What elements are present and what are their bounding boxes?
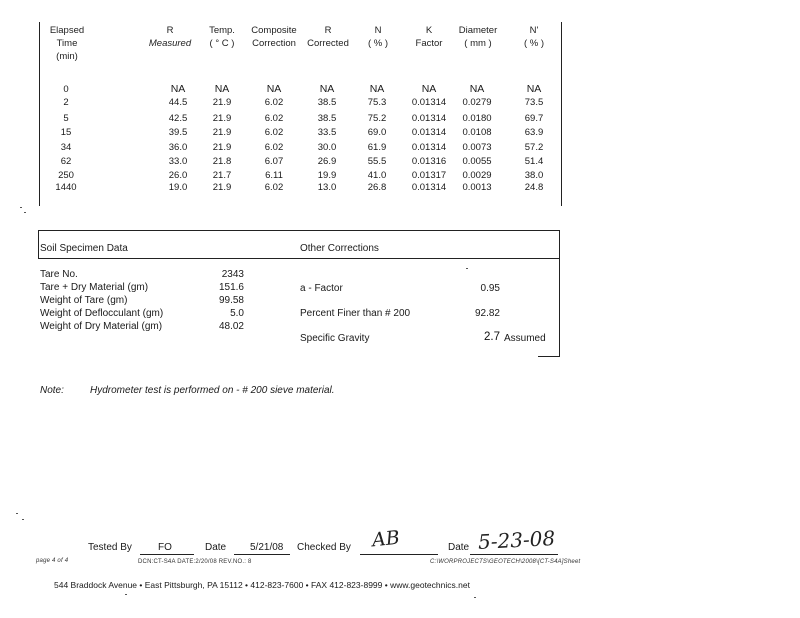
col-header-r-measured xyxy=(140,24,200,50)
col-header-line: Corrected xyxy=(307,38,349,49)
table-cell: 21.9 xyxy=(212,182,232,193)
specific-gravity-note: Assumed xyxy=(504,333,546,344)
weight-of-tare-label: Weight of Tare (gm) xyxy=(40,295,128,306)
specific-gravity-label: Specific Gravity xyxy=(300,333,370,344)
specimen-box-left-border xyxy=(38,230,39,259)
col-header-n-prime xyxy=(510,24,558,50)
col-header-line: ( % ) xyxy=(523,38,545,49)
table-cell: 13.0 xyxy=(317,182,337,193)
table-cell: 24.8 xyxy=(524,182,544,193)
table-cell: 0.01314 xyxy=(411,142,447,153)
table-cell: 0.0180 xyxy=(462,113,492,124)
date2-underline xyxy=(470,554,558,555)
col-header-elapsed-time xyxy=(40,24,94,63)
table-cell: 36.0 xyxy=(168,142,188,153)
table-cell: 41.0 xyxy=(367,170,387,181)
table-cell: 0.01314 xyxy=(411,182,447,193)
table-cell: 26.8 xyxy=(367,182,387,193)
tested-by-underline xyxy=(140,554,194,555)
col-header-k-factor xyxy=(402,24,456,50)
tare-no-label: Tare No. xyxy=(40,269,78,280)
table-cell: 0.01317 xyxy=(411,170,447,181)
table-cell: NA xyxy=(526,83,542,95)
scan-speck xyxy=(22,519,24,520)
table-cell: 1440 xyxy=(55,182,77,193)
table-cell: 63.9 xyxy=(524,127,544,138)
col-header-line: N xyxy=(374,25,382,36)
col-header-line: R xyxy=(324,25,332,36)
table-cell: 44.5 xyxy=(168,97,188,108)
scan-speck xyxy=(466,268,468,269)
checked-by-initials: AB xyxy=(370,526,401,552)
table-cell: 75.3 xyxy=(367,97,387,108)
col-header-line: Correction xyxy=(252,38,296,49)
table-cell: 42.5 xyxy=(168,113,188,124)
footer-address: 544 Braddock Avenue • East Pittsburgh, PA 15112 • 412-823-7600 • FAX 412-823-8999 • www.geotechnics.net xyxy=(54,580,470,590)
scan-speck xyxy=(125,594,127,595)
weight-of-deflocculant-label: Weight of Deflocculant (gm) xyxy=(40,308,164,319)
table-cell: 55.5 xyxy=(367,156,387,167)
table-cell: 30.0 xyxy=(317,142,337,153)
specimen-box-bottom-border xyxy=(538,356,560,357)
col-header-line: K xyxy=(425,25,433,36)
col-header-n-percent xyxy=(354,24,402,50)
table-cell: 33.5 xyxy=(317,127,337,138)
table-cell: 6.02 xyxy=(264,127,284,138)
table-cell: 38.5 xyxy=(317,97,337,108)
col-header-line: R xyxy=(166,25,174,36)
table-cell: 21.7 xyxy=(212,170,232,181)
table-cell: 6.02 xyxy=(264,97,284,108)
checked-by-underline xyxy=(360,554,438,555)
footer-file-path: C:\WORPROJECTS\GEOTECH\2008\[CT-S4A]Sheet xyxy=(430,559,581,565)
table-cell: 21.9 xyxy=(212,127,232,138)
tare-dry-material-value: 151.6 xyxy=(218,282,244,293)
col-header-line: Composite xyxy=(251,25,297,36)
table-cell: 0.0055 xyxy=(462,156,492,167)
table-cell: 75.2 xyxy=(367,113,387,124)
weight-of-deflocculant-value: 5.0 xyxy=(230,308,244,319)
table-cell: 0 xyxy=(63,84,69,95)
col-header-r-corrected xyxy=(298,24,358,50)
col-header-diameter xyxy=(450,24,506,50)
table-cell: 38.5 xyxy=(317,113,337,124)
tare-no-value: 2343 xyxy=(221,269,244,280)
table-cell: 0.0279 xyxy=(462,97,492,108)
scan-speck xyxy=(474,597,476,598)
table-cell: 0.0073 xyxy=(462,142,492,153)
date1-label: Date xyxy=(205,542,227,553)
table-cell: 0.01316 xyxy=(411,156,447,167)
table-cell: 73.5 xyxy=(524,97,544,108)
tested-by-value: FO xyxy=(158,542,172,553)
table-cell: 69.7 xyxy=(524,113,544,124)
col-header-line: ( mm ) xyxy=(464,38,492,49)
table-cell: NA xyxy=(319,83,335,95)
table-cell: 6.11 xyxy=(265,170,283,181)
table-cell: 69.0 xyxy=(367,127,387,138)
table-cell: 250 xyxy=(58,170,74,181)
tested-by-label: Tested By xyxy=(88,542,132,553)
col-header-line: ( ° C ) xyxy=(209,38,235,49)
table-cell: 26.0 xyxy=(168,170,188,181)
date2-value: 5-23-08 xyxy=(477,525,556,555)
table-cell: 6.02 xyxy=(264,113,284,124)
table-cell: 57.2 xyxy=(524,142,544,153)
col-header-line: Time xyxy=(56,38,78,49)
table-cell: 21.9 xyxy=(212,142,232,153)
table-cell: NA xyxy=(421,83,437,95)
scan-speck xyxy=(16,513,18,514)
table-cell: 39.5 xyxy=(168,127,188,138)
percent-finer-value: 92.82 xyxy=(474,308,500,319)
weight-of-tare-value: 99.58 xyxy=(218,295,244,306)
table-cell: 2 xyxy=(63,97,69,108)
a-factor-value: 0.95 xyxy=(480,283,500,294)
table-cell: 6.02 xyxy=(264,182,284,193)
table-cell: NA xyxy=(214,83,230,95)
table-cell: 6.07 xyxy=(264,156,284,167)
table-cell: 19.9 xyxy=(317,170,337,181)
col-header-line: N' xyxy=(529,25,539,36)
table-cell: 21.9 xyxy=(212,97,232,108)
date1-value: 5/21/08 xyxy=(250,542,284,553)
note-label: Note: xyxy=(40,385,64,396)
table-cell: 0.01314 xyxy=(411,127,447,138)
table-cell: 0.01314 xyxy=(411,97,447,108)
table-cell: 21.8 xyxy=(212,156,232,167)
col-header-line: (min) xyxy=(56,51,78,62)
specimen-title: Soil Specimen Data xyxy=(40,243,128,254)
table-cell: 0.01314 xyxy=(411,113,447,124)
weight-of-dry-material-label: Weight of Dry Material (gm) xyxy=(40,321,163,332)
col-header-line: ( % ) xyxy=(367,38,389,49)
table-cell: 26.9 xyxy=(317,156,337,167)
col-header-line: Elapsed xyxy=(49,25,85,36)
table-cell: 38.0 xyxy=(524,170,544,181)
scan-speck xyxy=(20,207,22,208)
footer-page-number: page 4 of 4 xyxy=(36,558,69,564)
specimen-box-top-border xyxy=(38,230,560,231)
tare-dry-material-label: Tare + Dry Material (gm) xyxy=(40,282,149,293)
table-cell: 19.0 xyxy=(168,182,188,193)
corrections-title: Other Corrections xyxy=(300,243,379,254)
col-header-line: Measured xyxy=(148,38,192,49)
col-header-line: Temp. xyxy=(209,25,235,36)
table-cell: 61.9 xyxy=(367,142,387,153)
col-header-line: Factor xyxy=(415,38,443,49)
results-table-right-border xyxy=(561,22,562,206)
col-header-composite-correction xyxy=(244,24,304,50)
table-cell: 21.9 xyxy=(212,113,232,124)
table-cell: NA xyxy=(266,83,282,95)
table-cell: 5 xyxy=(63,113,69,124)
table-cell: 33.0 xyxy=(168,156,188,167)
table-cell: NA xyxy=(469,83,485,95)
footer-doc-number: DCN:CT-S4A DATE:2/20/08 REV.NO.: 8 xyxy=(138,559,252,565)
specimen-box-right-border xyxy=(559,230,560,357)
table-cell: 34 xyxy=(60,142,72,153)
col-header-temp xyxy=(196,24,248,50)
table-cell: NA xyxy=(170,83,186,95)
note-text: Hydrometer test is performed on - # 200 sieve material. xyxy=(90,385,335,396)
a-factor-label: a - Factor xyxy=(300,283,343,294)
scan-speck xyxy=(24,212,26,213)
table-cell: 6.02 xyxy=(264,142,284,153)
table-cell: 51.4 xyxy=(524,156,544,167)
col-header-line: Diameter xyxy=(458,25,498,36)
table-cell: 0.0013 xyxy=(462,182,492,193)
specimen-box-header-divider xyxy=(38,258,560,259)
checked-by-label: Checked By xyxy=(297,542,351,553)
table-cell: 62 xyxy=(60,156,72,167)
table-cell: NA xyxy=(369,83,385,95)
specific-gravity-value: 2.7 xyxy=(484,331,500,343)
date1-underline xyxy=(234,554,290,555)
weight-of-dry-material-value: 48.02 xyxy=(218,321,244,332)
percent-finer-label: Percent Finer than # 200 xyxy=(300,308,411,319)
table-cell: 0.0108 xyxy=(462,127,492,138)
table-cell: 15 xyxy=(60,127,72,138)
date2-label: Date xyxy=(448,542,470,553)
table-cell: 0.0029 xyxy=(462,170,492,181)
